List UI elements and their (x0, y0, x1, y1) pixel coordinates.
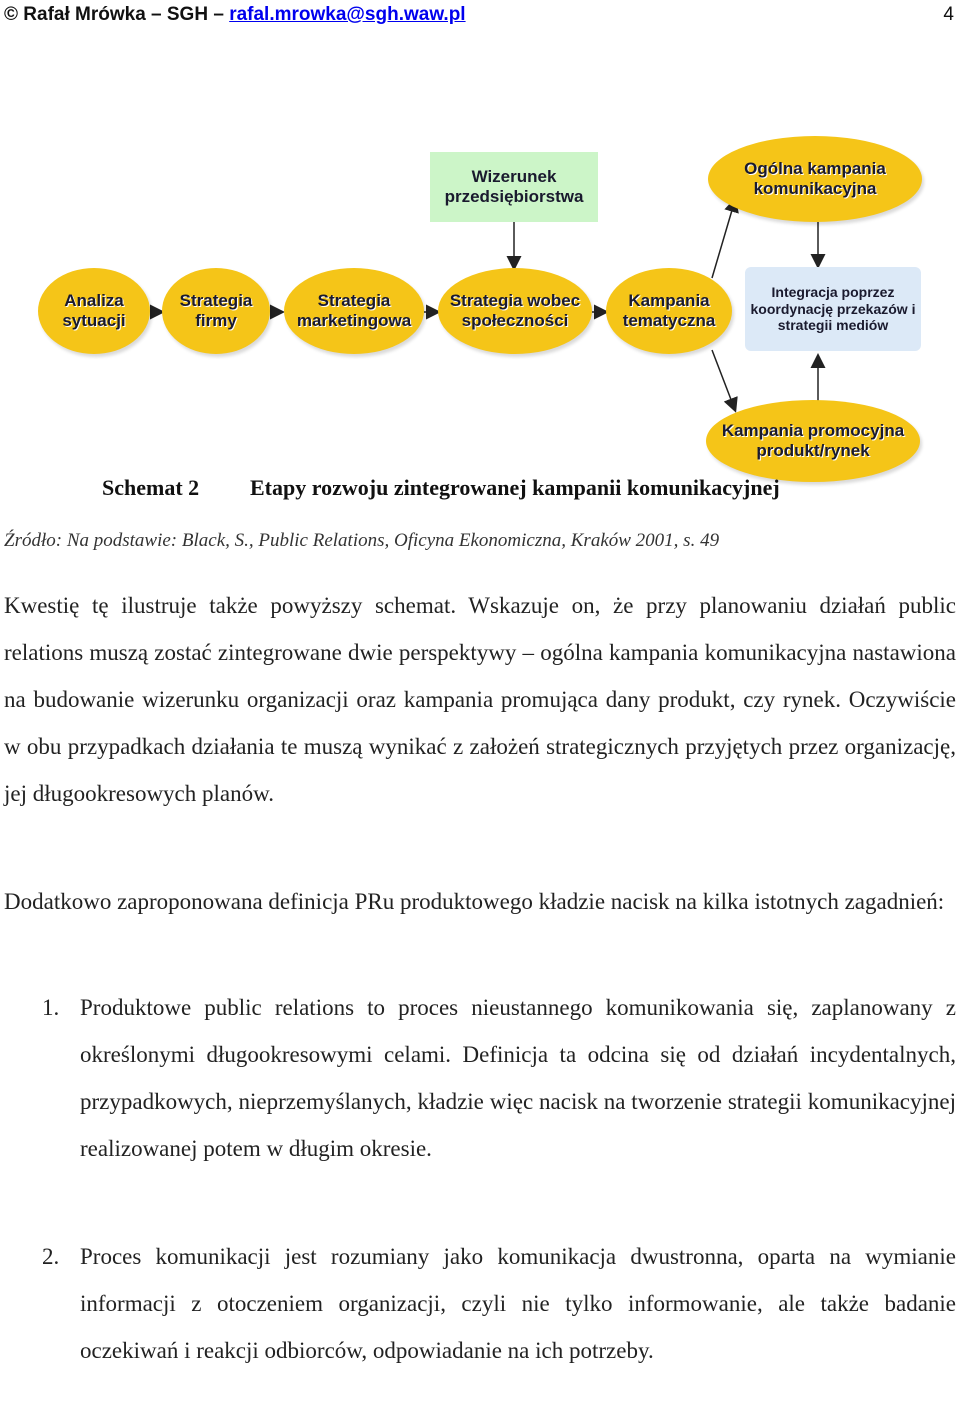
figure-source: Źródło: Na podstawie: Black, S., Public Relations, Oficyna Ekonomiczna, Kraków 2001, s. 49 (4, 530, 720, 551)
list-item-1: Produktowe public relations to proces nieustannego komunikowania się, zaplanowany z określonymi długookresowymi celami. Definicja ta odcina się od działań incydentalnych, przypadkowych, nieprzemyślanych, kładzie więc nacisk na tworzenie strategii komunikacyjnej realizowanej potem w długim okresie. (80, 995, 956, 1161)
paragraph-2: Dodatkowo zaproponowana definicja PRu produktowego kładzie nacisk na kilka istotnych zagadnień: (4, 889, 945, 914)
node-company-strategy: Strategia firmy (162, 268, 270, 354)
figure-label: Schemat 2 (102, 475, 200, 500)
campaign-diagram (0, 130, 960, 490)
arrow-to-promo (712, 350, 735, 410)
arrow-to-general (712, 200, 735, 278)
page-number: 4 (943, 4, 954, 25)
list-number-2: 2. (42, 1244, 60, 1269)
email-link[interactable]: rafal.mrowka@sgh.waw.pl (229, 4, 466, 25)
node-community-strategy: Strategia wobec społeczności (438, 268, 592, 354)
node-general-campaign: Ogólna kampania komunikacyjna (708, 136, 922, 222)
node-company-image: Wizerunek przedsiębiorstwa (430, 152, 598, 222)
page-header (4, 4, 956, 28)
node-promo-campaign: Kampania promocyjna produkt/rynek (706, 400, 920, 482)
node-situation-analysis: Analiza sytuacji (38, 268, 150, 354)
author-line: © Rafał Mrówka – SGH – (4, 4, 230, 25)
node-thematic-campaign: Kampania tematyczna (606, 268, 732, 354)
list-number-1: 1. (42, 995, 60, 1020)
list-item-2: Proces komunikacji jest rozumiany jako komunikacja dwustronna, oparta na wymianie informacji z otoczeniem organizacji, czyli nie tylko informowanie, ale także badanie oczekiwań i reakcji odbiorców, odpowiadanie na ich potrzeby. (80, 1244, 956, 1363)
node-media-integration: Integracja poprzez koordynację przekazów i strategii mediów (745, 267, 921, 351)
node-marketing-strategy: Strategia marketingowa (284, 268, 424, 354)
figure-title: Etapy rozwoju zintegrowanej kampanii komunikacyjnej (250, 475, 780, 500)
paragraph-1: Kwestię tę ilustruje także powyższy schemat. Wskazuje on, że przy planowaniu działań public relations muszą zostać zintegrowane dwie perspektywy – ogólna kampania komunikacyjna nastawiona na budowanie wizerunku organizacji oraz kampania promująca dany produkt, czy rynek. Oczywiście w obu przypadkach działania te muszą wynikać z założeń strategicznych przyjętych przez organizację, jej długookresowych planów. (4, 593, 956, 806)
